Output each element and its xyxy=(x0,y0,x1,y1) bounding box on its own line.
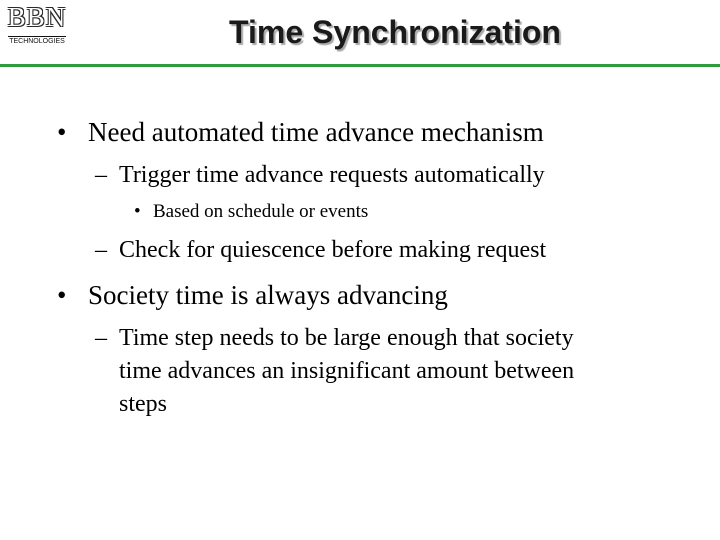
slide-title: Time Synchronization xyxy=(229,14,561,50)
bullet-marker: • xyxy=(134,201,141,222)
sub-bullet-time-step-line3: steps xyxy=(119,391,167,417)
bullet-need-automated: Need automated time advance mechanism xyxy=(88,117,544,147)
logo-subtitle: TECHNOLOGIES xyxy=(9,38,65,45)
logo-letters: BBN xyxy=(7,2,67,32)
bullet-society-time: Society time is always advancing xyxy=(88,280,448,310)
bullet-marker: • xyxy=(57,280,67,310)
dash-marker: – xyxy=(95,162,107,188)
bullet-marker: • xyxy=(57,117,67,147)
dash-marker: – xyxy=(95,325,107,351)
sub-bullet-trigger: Trigger time advance requests automatically xyxy=(119,162,545,188)
sub-bullet-quiescence: Check for quiescence before making request xyxy=(119,237,547,263)
sub-sub-bullet-schedule: Based on schedule or events xyxy=(153,201,369,222)
dash-marker: – xyxy=(95,237,107,263)
sub-bullet-time-step-line2: time advances an insignificant amount between xyxy=(119,358,575,384)
sub-bullet-time-step-line1: Time step needs to be large enough that society xyxy=(119,325,574,351)
